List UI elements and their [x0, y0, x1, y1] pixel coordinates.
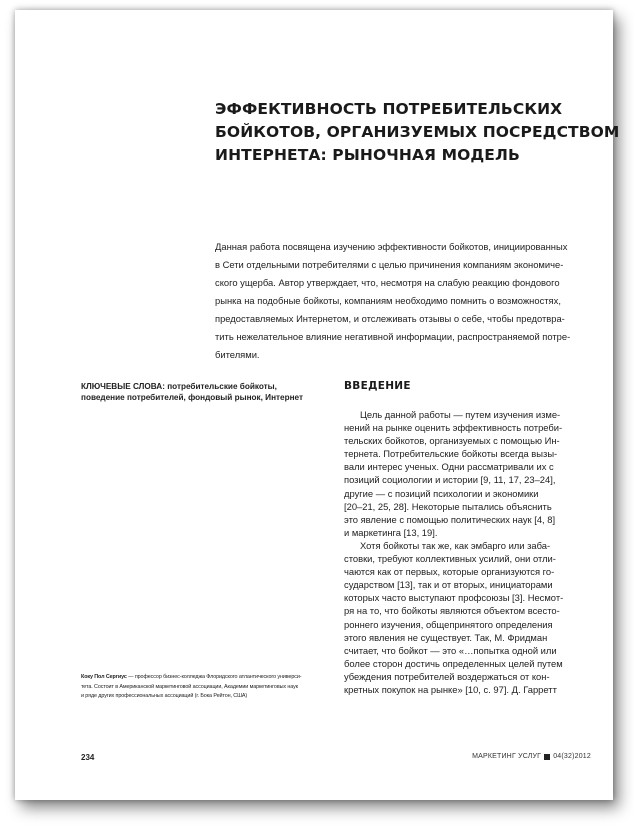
body-line: другие — с позиций психологии и экономики	[344, 487, 539, 499]
body-line: вали интерес ученых. Одни рассматривали их с	[344, 461, 554, 473]
body-line: тельских бойкотов, организуемых с помощью Ин-	[344, 435, 560, 447]
square-bullet-icon	[544, 754, 550, 760]
journal-page	[15, 10, 620, 800]
body-line: убеждения потребителей воздержаться от кон-	[344, 670, 550, 682]
abstract-line: рынка на подобные бойкоты, компаниям необходимо помнить о возможностях,	[215, 295, 561, 306]
author-line: тета. Состоит в Американской маркетинговой ассоциации, Академии маркетинговых наук	[81, 683, 298, 690]
author-line	[81, 673, 329, 683]
body-line: считает, что бойкот — это «…попытка одной или	[344, 644, 557, 656]
abstract-line: Данная работа посвящена изучению эффективности бойкотов, инициированных	[215, 241, 568, 252]
author-line: и ряде других профессиональных ассоциаций (г. Бока Рейтон, США)	[81, 693, 248, 700]
body-line: кретных покупок на рынке» [10, с. 97]. Д. Гарретт	[344, 683, 557, 695]
author-description: — профессор бизнес-колледжа Флоридского атлантического универси-	[126, 674, 302, 680]
body-line: стовки, требуют коллективных усилий, они отли-	[344, 553, 556, 565]
body-line: нений на рынке оценить эффективность потреби-	[344, 422, 563, 434]
body-line: [20–21, 25, 28]. Некоторые пытались объяснить	[344, 500, 552, 512]
title-line: ЭФФЕКТИВНОСТЬ ПОТРЕБИТЕЛЬСКИХ	[215, 100, 563, 118]
body-line: чаются как от первых, которые организуются го-	[344, 566, 555, 578]
keywords: КЛЮЧЕВЫЕ СЛОВА: потребительские бойкоты, поведение потребителей, фондовый рынок, Интернет	[81, 382, 303, 402]
author-name: Коку Пол Сергиус	[81, 674, 127, 680]
abstract-line: предоставляемых Интернетом, и отслеживать отзывы о себе, чтобы предотвра-	[215, 313, 565, 324]
abstract-line: в Сети отдельными потребителями с целью причинения компаниям экономиче-	[215, 259, 564, 270]
body-line: ря на то, что бойкоты являются объектом всесто-	[344, 605, 560, 617]
body-line: тернета. Потребительские бойкоты всегда вызы-	[344, 448, 558, 460]
journal-footer	[472, 753, 591, 760]
body-line: позиций социологии и истории [9, 11, 17, 23–24],	[344, 474, 556, 486]
title-line: БОЙКОТОВ, ОРГАНИЗУЕМЫХ ПОСРЕДСТВОМ	[215, 123, 620, 141]
author-note	[81, 673, 329, 702]
abstract-line: ского ущерба. Автор утверждает, что, несмотря на слабую реакцию фондового	[215, 277, 560, 288]
abstract-line: тить нежелательное влияние негативной информации, распространяемой потре-	[215, 331, 571, 342]
title-line: ИНТЕРНЕТА: РЫНОЧНАЯ МОДЕЛЬ	[215, 146, 520, 164]
body-line: и маркетинга [13, 19].	[344, 526, 438, 538]
body-line: которых часто выступают профсоюзы [3]. Несмот-	[344, 592, 564, 604]
abstract-line: бителями.	[215, 349, 260, 360]
body-line: более сторон достичь определенных целей путем	[344, 657, 563, 669]
page-number: 234	[81, 753, 95, 762]
body-line: сударством [13], так и от вторых, инициаторами	[344, 579, 553, 591]
body-line: это явление с помощью политических наук [4, 8]	[344, 513, 556, 525]
section-heading-introduction: ВВЕДЕНИЕ	[344, 380, 411, 392]
article-title	[215, 98, 620, 167]
body-line: Хотя бойкоты так же, как эмбарго или заба-	[360, 539, 551, 551]
body-line: этого явления не существует. Так, М. Фридман	[344, 631, 548, 643]
body-line: роннего изучения, общепринятого определения	[344, 618, 553, 630]
body-text	[344, 408, 606, 696]
journal-issue: 04(32)2012	[553, 753, 591, 760]
abstract	[215, 238, 595, 364]
journal-name: МАРКЕТИНГ УСЛУГ	[472, 753, 542, 760]
body-line: Цель данной работы — путем изучения изме-	[360, 409, 561, 420]
